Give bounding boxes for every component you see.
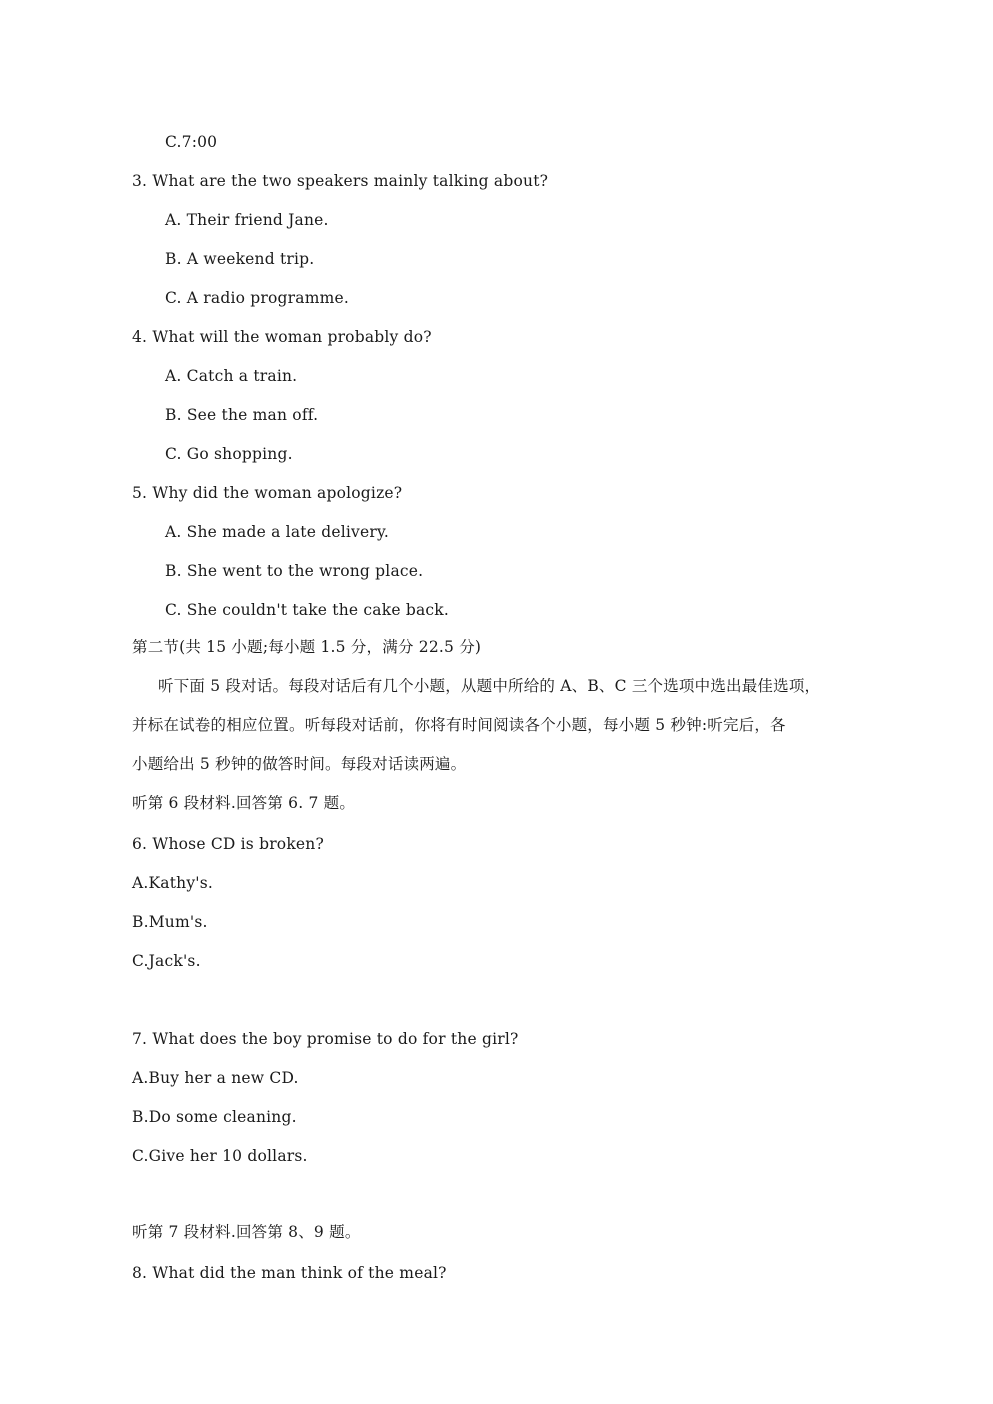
q5-question: 5. Why did the woman apologize? (132, 484, 403, 502)
q5-option-c: C. She couldn't take the cake back. (165, 601, 449, 619)
q5-option-b: B. She went to the wrong place. (165, 562, 424, 580)
section2-instructions-line-3: 小题给出 5 秒钟的做答时间。每段对话读两遍。 (132, 755, 467, 773)
q4-option-a: A. Catch a train. (165, 367, 298, 385)
q6-option-b: B.Mum's. (132, 913, 208, 931)
q7-option-b: B.Do some cleaning. (132, 1108, 297, 1126)
q6-option-a: A.Kathy's. (132, 874, 214, 892)
q7-option-a: A.Buy her a new CD. (132, 1069, 299, 1087)
q4-option-c: C. Go shopping. (165, 445, 293, 463)
section2-instructions-line-1: 听下面 5 段对话。每段对话后有几个小题，从题中所给的 A、B、C 三个选项中选出最佳选项， (158, 677, 821, 695)
q3-question: 3. What are the two speakers mainly talking about? (132, 172, 549, 190)
q6-question: 6. Whose CD is broken? (132, 835, 324, 853)
q6-option-c: C.Jack's. (132, 952, 201, 970)
q3-option-c: C. A radio programme. (165, 289, 350, 307)
material-6-label: 听第 6 段材料.回答第 6. 7 题。 (132, 794, 356, 812)
section2-instructions-line-2: 并标在试卷的相应位置。听每段对话前，你将有时间阅读各个小题，每小题 5 秒钟:听完后，各 (132, 716, 786, 734)
q4-option-b: B. See the man off. (165, 406, 319, 424)
material-7-label: 听第 7 段材料.回答第 8、9 题。 (132, 1223, 361, 1241)
q5-option-a: A. She made a late delivery. (165, 523, 389, 541)
q4-question: 4. What will the woman probably do? (132, 328, 432, 346)
section2-heading: 第二节(共 15 小题;每小题 1.5 分，满分 22.5 分) (132, 638, 482, 656)
q3-option-b: B. A weekend trip. (165, 250, 315, 268)
q3-option-a: A. Their friend Jane. (165, 211, 329, 229)
q7-option-c: C.Give her 10 dollars. (132, 1147, 308, 1165)
q8-question: 8. What did the man think of the meal? (132, 1264, 447, 1282)
q7-question: 7. What does the boy promise to do for the girl? (132, 1030, 519, 1048)
q2-option-c: C.7:00 (165, 133, 218, 151)
